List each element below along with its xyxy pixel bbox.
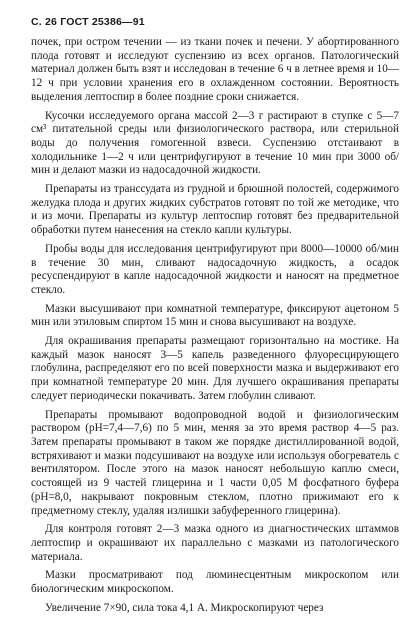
document-body xyxy=(31,36,399,620)
paragraph-3: Препараты из транссудата из грудной и брюшной полостей, содержимого желудка плода и других жидких субстратов готовят по той же методике, что и из мочи. Препараты из культур лептоспир готовят без предварительной обработки путем нанесения на стекло капли культуры. xyxy=(31,183,399,237)
paragraph-8: Для контроля готовят 2—3 мазка одного из диагностических штаммов лептоспир и окрашивают их параллельно с мазками из патологического материала. xyxy=(31,523,399,563)
paragraph-10: Увеличение 7×90, сила тока 4,1 А. Микроскопируют через xyxy=(45,601,324,614)
page-header: С. 26 ГОСТ 25386—91 xyxy=(31,16,145,28)
paragraph-5: Мазки высушивают при комнатной температуре, фиксируют ацетоном 5 мин или этиловым спиртом 15 мин и снова высушивают на воздухе. xyxy=(31,302,399,329)
paragraph-2: Кусочки исследуемого органа массой 2—3 г растирают в ступке с 5—7 см³ питательной среды или физиологического раствора, или стерильной воды до получения гомогенной взвеси. Суспензию отстаивают в холодильнике 1—2 ч или центрифугируют в течение 10 мин при 3000 об/мин и делают мазки из надосадочной жидкости. xyxy=(31,109,399,177)
paragraph-9: Мазки просматривают под люминесцентным микроскопом или биологическим микроскопом. xyxy=(31,569,399,596)
paragraph-1: почек, при остром течении — из ткани почек и печени. У абортированного плода готовят и исследуют суспензию из всех органов. Патологический материал должен быть взят и исследован в течение 6 ч в летнее время и 10—12 ч при условии хранения его в охлажденном состоянии. Вероятность выделения лептоспир в более поздние сроки снижается. xyxy=(31,36,399,103)
paragraph-7: Препараты промывают водопроводной водой и физиологическим раствором (pH=7,4—7,6) по 5 мин, меняя за это время раствор 4—5 раз. Затем препараты промывают в таком же порядке дистиллированной водой, встряхивают и мазки подсушивают на воздухе или используя обогреватель с вентилятором. После этого на мазок наносят небольшую каплю смеси, состоящей из 9 частей глицерина и 1 части 0,05 М фосфатного буфера (pH=8,0, накрывают покровным стеклом, плотно прижимают его к предметному стеклу, удаляя излишки забуференного глицерина). xyxy=(31,408,399,517)
paragraph-4: Пробы воды для исследования центрифугируют при 8000—10000 об/мин в течение 30 мин, сливают надосадочную жидкость, а осадок ресуспендируют в капле надосадочной жидкости и наносят на предметное стекло. xyxy=(31,242,399,296)
paragraph-6: Для окрашивания препараты размещают горизонтально на мостике. На каждый мазок наносят 3—5 капель разведенного флуоресцирующего глобулина, распределяют его по всей поверхности мазка и выдерживают его при комнатной температуре 20 мин. Для лучшего окрашивания препараты следует периодически покачивать. Затем глобулин сливают. xyxy=(31,335,399,402)
